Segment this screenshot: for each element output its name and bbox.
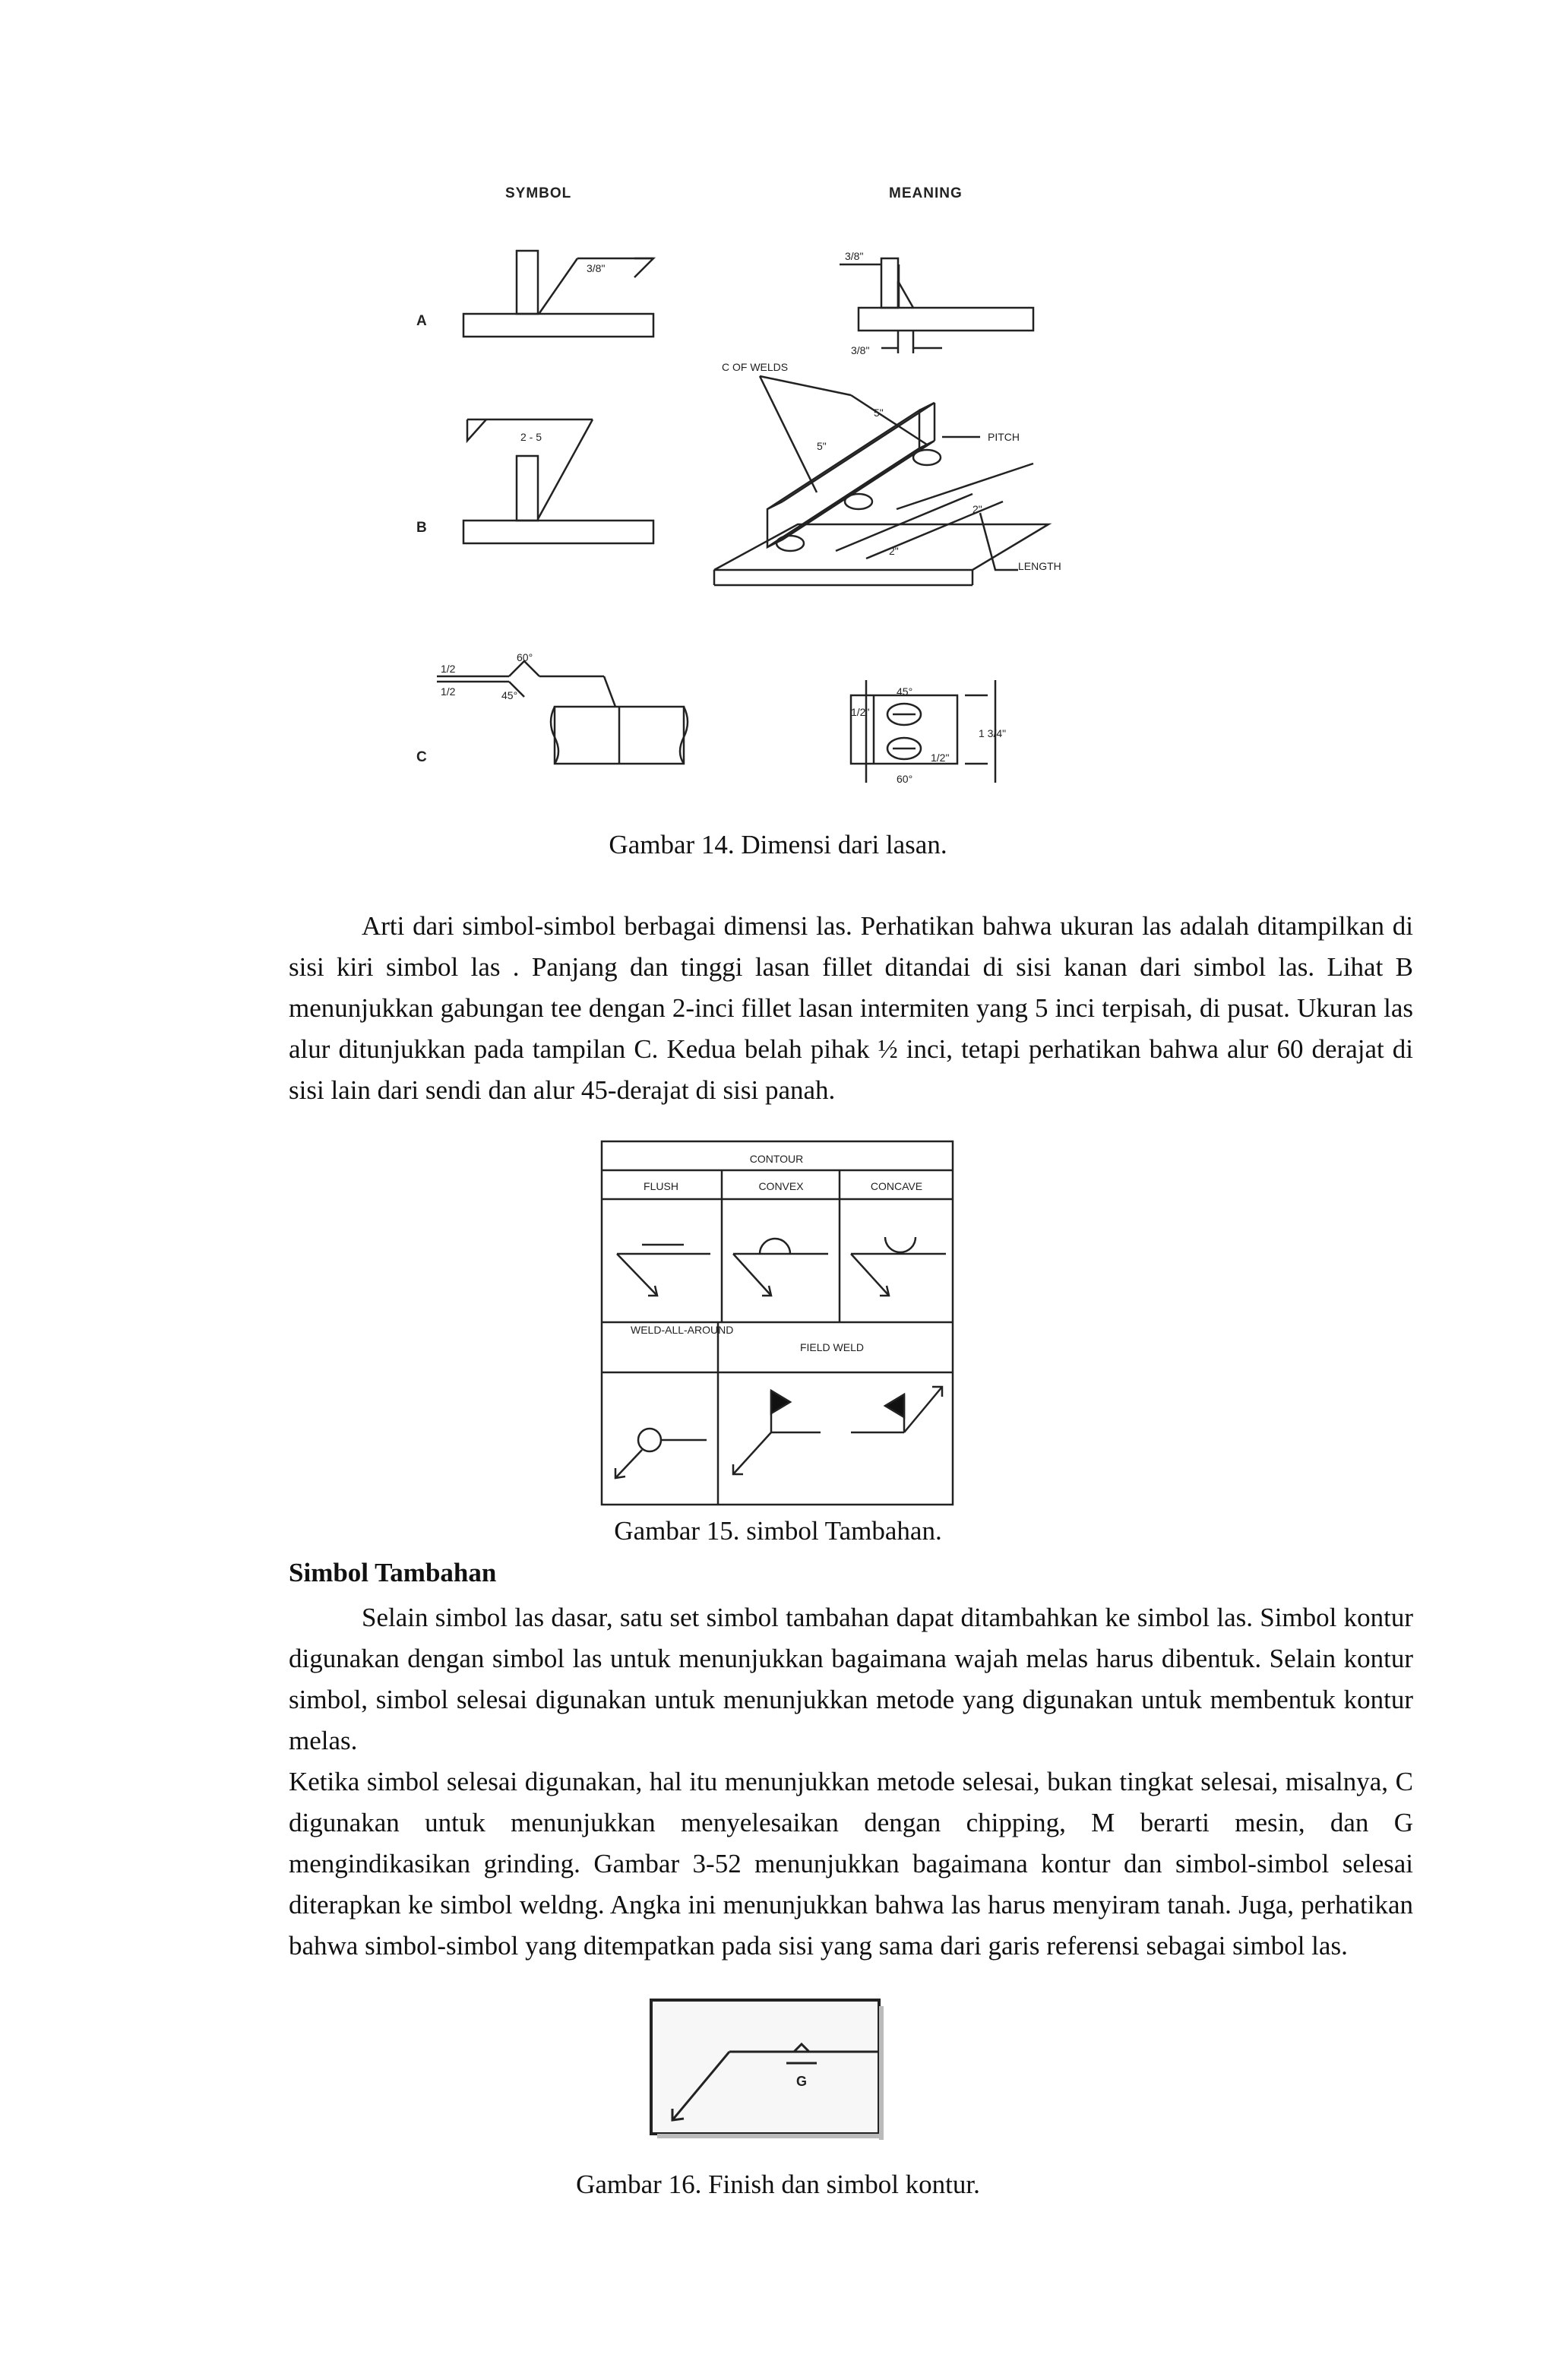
dim-2-a: 2" bbox=[889, 545, 899, 557]
convex-label: CONVEX bbox=[758, 1180, 804, 1192]
contour-header: CONTOUR bbox=[749, 1153, 804, 1165]
row-a-dim-symbol: 3/8" bbox=[587, 262, 606, 274]
row-c-label: C bbox=[416, 749, 428, 765]
meaning-header: MEANING bbox=[889, 185, 963, 201]
field-weld-label: FIELD WELD bbox=[799, 1341, 865, 1353]
paragraph-2: Selain simbol las dasar, satu set simbol tambahan dapat ditambahkan ke simbol las. Simbol kontur digunakan dengan simbol las untuk menunjukkan bagaimana wajah melas harus dibentuk. Selain kontur simbol, simbol selesai digunakan untuk menunjukkan metode yang digunakan untuk membentuk kontur melas. bbox=[289, 1603, 1413, 1755]
figure-16-drawing bbox=[650, 1999, 885, 2143]
row-c-half-bottom: 1/2 bbox=[441, 685, 456, 698]
pitch-label: PITCH bbox=[988, 431, 1020, 443]
row-c-angle-60: 60° bbox=[517, 651, 533, 663]
figure-15-drawing bbox=[600, 1140, 957, 1508]
figure-15 bbox=[600, 1140, 957, 1508]
row-a-dim-top: 3/8" bbox=[845, 250, 864, 262]
row-a-label: A bbox=[416, 313, 428, 329]
paragraph-3: Ketika simbol selesai digunakan, hal itu menunjukkan metode selesai, bukan tingkat selesai, misalnya, C digunakan untuk menunjukkan menyelesaikan dengan chipping, M berarti mesin, dan G mengindikasikan grinding. Gambar 3-52 menunjukkan bagaimana kontur dan simbol-simbol selesai diterapkan ke simbol weldng. Angka ini menunjukkan bahwa las harus menyiram tanah. Juga, perhatikan bahwa simbol-simbol yang ditempatkan pada sisi yang sama dari garis referensi sebagai simbol las. bbox=[289, 1767, 1413, 1961]
row-a-arrow bbox=[539, 258, 577, 313]
figure-14-caption: Gambar 14. Dimensi dari lasan. bbox=[609, 830, 947, 859]
row-a-base-plate bbox=[463, 314, 653, 337]
paragraph-1: Arti dari simbol-simbol berbagai dimensi las. Perhatikan bahwa ukuran las adalah ditampilkan di sisi kiri simbol las . Panjang dan tinggi lasan fillet ditandai di sisi kanan dari simbol las. Lihat B menunjukkan gabungan tee dengan 2-inci fillet lasan intermiten yang 5 inci terpisah, di pusat. Ukuran las alur ditunjukkan pada tampilan C. Kedua belah pihak ½ inci, tetapi perhatikan bahwa alur 60 derajat di sisi lain dari sendi dan alur 45-derajat di sisi panah. bbox=[289, 911, 1413, 1105]
finish-letter: G bbox=[795, 2074, 808, 2089]
c-meaning-total: 1 3/4" bbox=[979, 727, 1007, 739]
weld-all-around-label: WELD-ALL-AROUND bbox=[631, 1324, 734, 1336]
dim-5-b: 5" bbox=[874, 407, 884, 419]
row-a-web-plate bbox=[517, 251, 538, 314]
c-meaning-45: 45° bbox=[897, 685, 913, 698]
figure-14 bbox=[395, 175, 1079, 813]
row-b-label: B bbox=[416, 520, 428, 536]
row-a-dim-bottom: 3/8" bbox=[851, 344, 870, 356]
figure-16-caption: Gambar 16. Finish dan simbol kontur. bbox=[576, 2170, 980, 2199]
c-meaning-half-bottom: 1/2" bbox=[931, 752, 950, 764]
flush-label: FLUSH bbox=[644, 1180, 678, 1192]
concave-label: CONCAVE bbox=[870, 1180, 923, 1192]
row-b-dim-symbol: 2 - 5 bbox=[520, 431, 542, 443]
section-heading: Simbol Tambahan bbox=[289, 1558, 497, 1587]
row-c-half-top: 1/2 bbox=[441, 663, 456, 675]
dim-2-b: 2" bbox=[972, 503, 982, 515]
c-of-welds-label: C OF WELDS bbox=[722, 361, 789, 373]
figure-15-caption: Gambar 15. simbol Tambahan. bbox=[614, 1516, 942, 1546]
dim-5-a: 5" bbox=[817, 440, 827, 452]
row-c-angle-45: 45° bbox=[501, 689, 518, 701]
c-meaning-half-top: 1/2" bbox=[851, 706, 870, 718]
figure-14-drawing bbox=[395, 175, 1079, 813]
figure-16 bbox=[650, 1999, 885, 2143]
c-meaning-60: 60° bbox=[897, 773, 913, 785]
length-label: LENGTH bbox=[1018, 560, 1061, 572]
symbol-header: SYMBOL bbox=[505, 185, 572, 201]
